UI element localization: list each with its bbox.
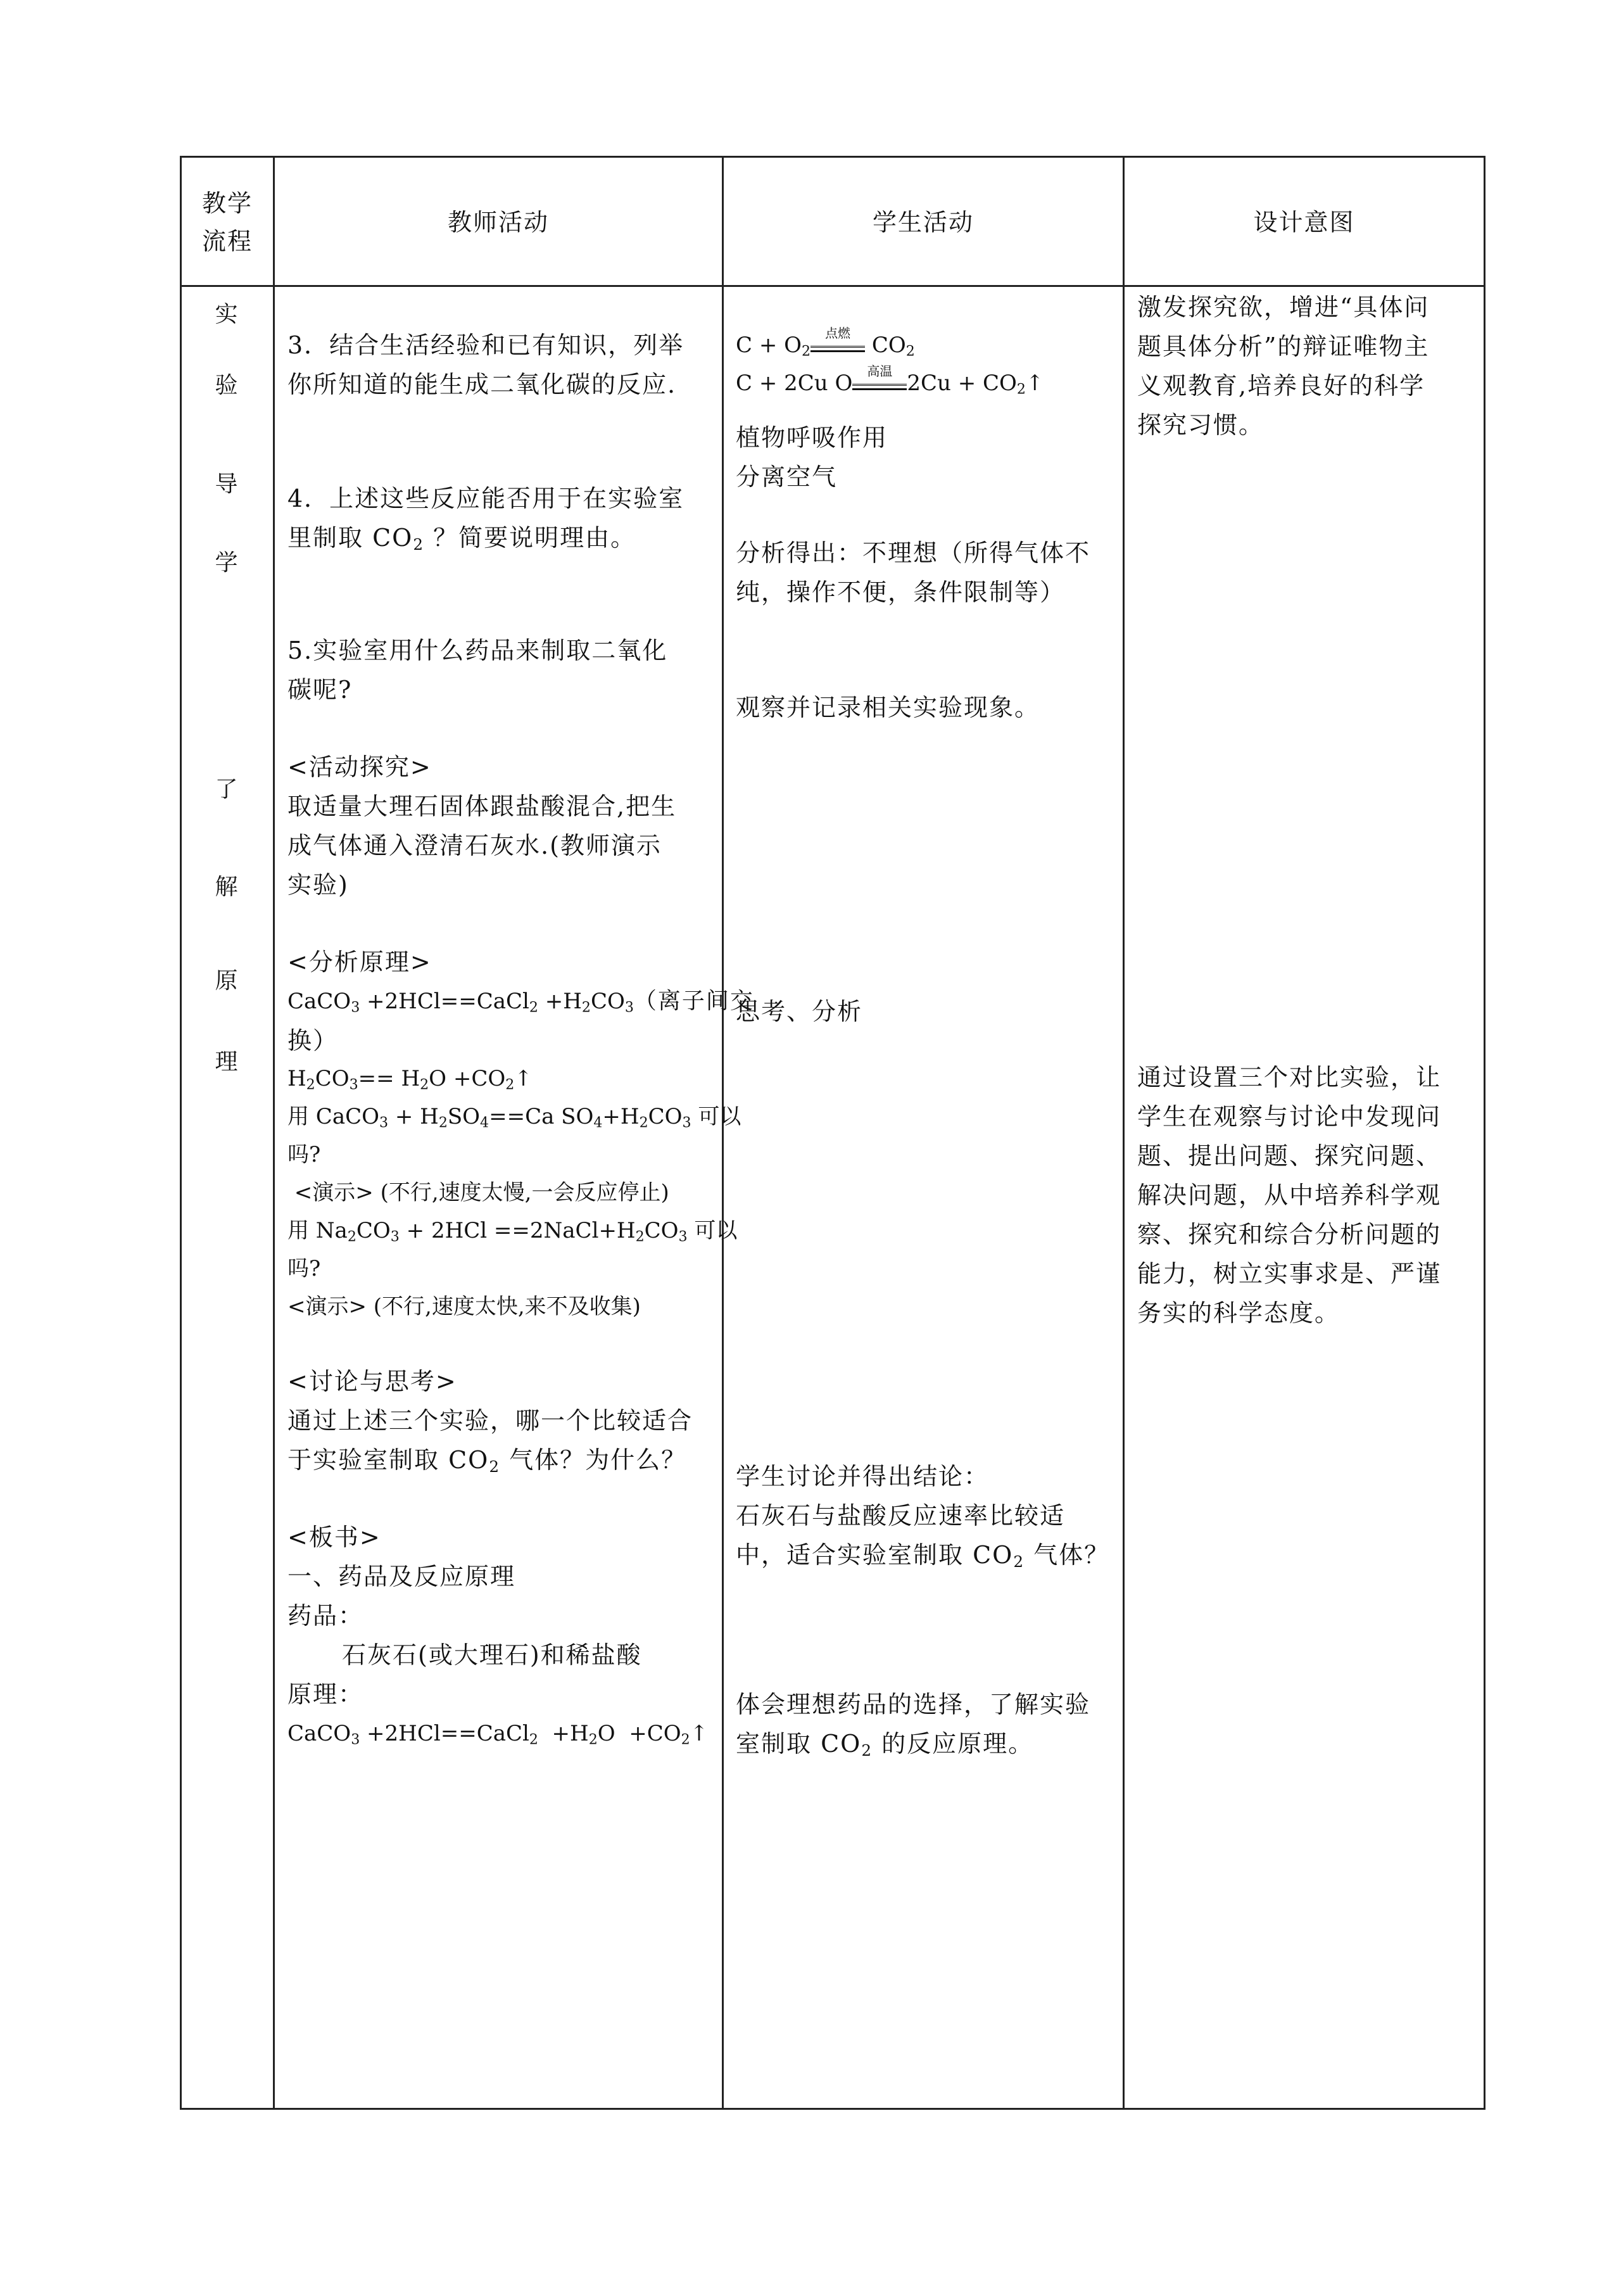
intent-p2-line5: 察、探究和综合分析问题的 — [1137, 1221, 1442, 1248]
teacher-discuss-title: <讨论与思考> — [287, 1367, 457, 1395]
intent-p2-line1: 通过设置三个对比实验，让 — [1137, 1063, 1442, 1091]
teacher-equation-1-tail: 换） — [287, 1027, 339, 1055]
teacher-equation-1: CaCO$_3$ +2HCl==CaCl$_2$ $+H_2CO_3$（离子间交 — [287, 988, 754, 1016]
teacher-q3-line1: 3．结合生活经验和已有知识，列举 — [287, 331, 684, 359]
teacher-activity-line2: 成气体通入澄清石灰水.(教师演示 — [287, 832, 662, 859]
teacher-equation-5: CaCO$_3$ +2HCl==CaCl$_2$ $+H_2O$ $+CO_2↑$ — [287, 1721, 709, 1748]
student-analysis-line1: 分析得出：不理想（所得气体不 — [736, 539, 1091, 567]
teacher-equation-4-tail: 吗? — [287, 1256, 321, 1281]
intent-p1-line3: 义观教育,培养良好的科学 — [1137, 372, 1425, 400]
teacher-equation-3-tail: 吗? — [287, 1142, 321, 1167]
column-divider-1 — [273, 156, 275, 2110]
teacher-q4-line1: 4．上述这些反应能否用于在实验室 — [287, 485, 684, 512]
teacher-equation-2: $H_2CO_3== H_2O$ $+CO_2↑$ — [287, 1066, 533, 1093]
teacher-board-title: <板书> — [287, 1523, 381, 1551]
teacher-principle-title: <分析原理> — [287, 948, 432, 976]
intent-p2-line4: 解决问题，从中培养科学观 — [1137, 1181, 1442, 1209]
teacher-q4-line2: 里制取 $CO_2$ ？简要说明理由。 — [287, 524, 636, 554]
flow-char: 实 — [215, 301, 238, 327]
teacher-activity-line1: 取适量大理石固体跟盐酸混合,把生 — [287, 792, 677, 820]
flow-char: 导 — [215, 471, 238, 497]
reaction-condition-heat: 高温 — [852, 372, 907, 390]
teacher-activity-title: <活动探究> — [287, 753, 432, 781]
intent-p1-line1: 激发探究欲，增进“具体问 — [1137, 293, 1430, 321]
student-discuss-line2: 石灰石与盐酸反应速率比较适 — [736, 1502, 1066, 1530]
header-intent: 设计意图 — [1253, 208, 1355, 236]
header-teacher: 教师活动 — [447, 208, 549, 236]
intent-p1-line4: 探究习惯。 — [1137, 411, 1265, 439]
teacher-equation-3: 用 CaCO$_3$ + $H_2SO_4==Ca$ $SO_4+H_2CO_3$ 可以 — [287, 1104, 741, 1131]
flow-char: 了 — [215, 777, 238, 802]
teacher-q3-line2: 你所知道的能生成二氧化碳的反应. — [287, 371, 677, 398]
student-reaction-2: C + 2Cu O 高温 $2Cu + CO_2↑$ — [736, 364, 1044, 398]
header-flow — [182, 158, 273, 286]
intent-p2-line6: 能力，树立实事求是、严谨 — [1137, 1260, 1442, 1288]
student-discuss-line1: 学生讨论并得出结论： — [736, 1462, 990, 1490]
teacher-q5-line2: 碳呢? — [287, 676, 353, 704]
column-divider-3 — [1123, 156, 1125, 2110]
student-analysis-line2: 纯，操作不便，条件限制等） — [736, 578, 1066, 606]
intent-p2-line3: 题、提出问题、探究问题、 — [1137, 1142, 1442, 1170]
student-experience-line1: 体会理想药品的选择，了解实验 — [736, 1690, 1091, 1718]
header-flow-line2: 流程 — [201, 227, 253, 255]
flow-char: 理 — [215, 1049, 238, 1075]
teacher-board-line4: 原理： — [287, 1680, 364, 1708]
table-bottom-border — [180, 2108, 1485, 2110]
student-think: 思考、分析 — [736, 998, 863, 1025]
teacher-discuss-line1: 通过上述三个实验，哪一个比较适合 — [287, 1407, 693, 1435]
table-right-border — [1484, 156, 1485, 2110]
header-student: 学生活动 — [872, 208, 974, 236]
flow-char: 解 — [215, 874, 238, 900]
student-experience-line2: 室制取 $CO_2$ 的反应原理。 — [736, 1730, 1034, 1760]
student-discuss-line3: 中，适合实验室制取 $CO_2$ 气体？ — [736, 1541, 1110, 1571]
teacher-activity-line3: 实验) — [287, 871, 349, 899]
student-item-1: 植物呼吸作用 — [736, 424, 888, 452]
teacher-demo-1: <演示> (不行,速度太慢,一会反应停止) — [287, 1180, 669, 1205]
intent-p1-line2: 题具体分析”的辩证唯物主 — [1137, 333, 1430, 360]
flow-char: 验 — [215, 372, 238, 398]
intent-p2-line2: 学生在观察与讨论中发现问 — [1137, 1103, 1442, 1131]
reaction-condition-ignite: 点燃 — [810, 334, 865, 352]
student-item-2: 分离空气 — [736, 463, 838, 491]
teacher-demo-2: <演示> (不行,速度太快,来不及收集) — [287, 1294, 641, 1319]
teacher-board-line1: 一、药品及反应原理 — [287, 1563, 516, 1590]
flow-char: 原 — [215, 968, 238, 994]
student-observe: 观察并记录相关实验现象。 — [736, 694, 1040, 721]
teacher-equation-4: 用 $Na_2CO_3 + 2HCl$ $==2NaCl+H_2CO_3$ 可以 — [287, 1218, 738, 1245]
table-left-border — [180, 156, 182, 2110]
teacher-board-line3: 石灰石(或大理石)和稀盐酸 — [342, 1641, 642, 1669]
flow-char: 学 — [215, 550, 238, 576]
teacher-board-line2: 药品： — [287, 1602, 364, 1630]
header-flow-line1: 教学 — [201, 189, 253, 217]
intent-p2-line7: 务实的科学态度。 — [1137, 1299, 1340, 1327]
teacher-q5-line1: 5.实验室用什么药品来制取二氧化 — [287, 637, 668, 664]
teacher-discuss-line2: 于实验室制取 $CO_2$ 气体？为什么？ — [287, 1446, 687, 1476]
student-reaction-1: $C + O_2$ 点燃 $CO_2$ — [736, 326, 915, 360]
